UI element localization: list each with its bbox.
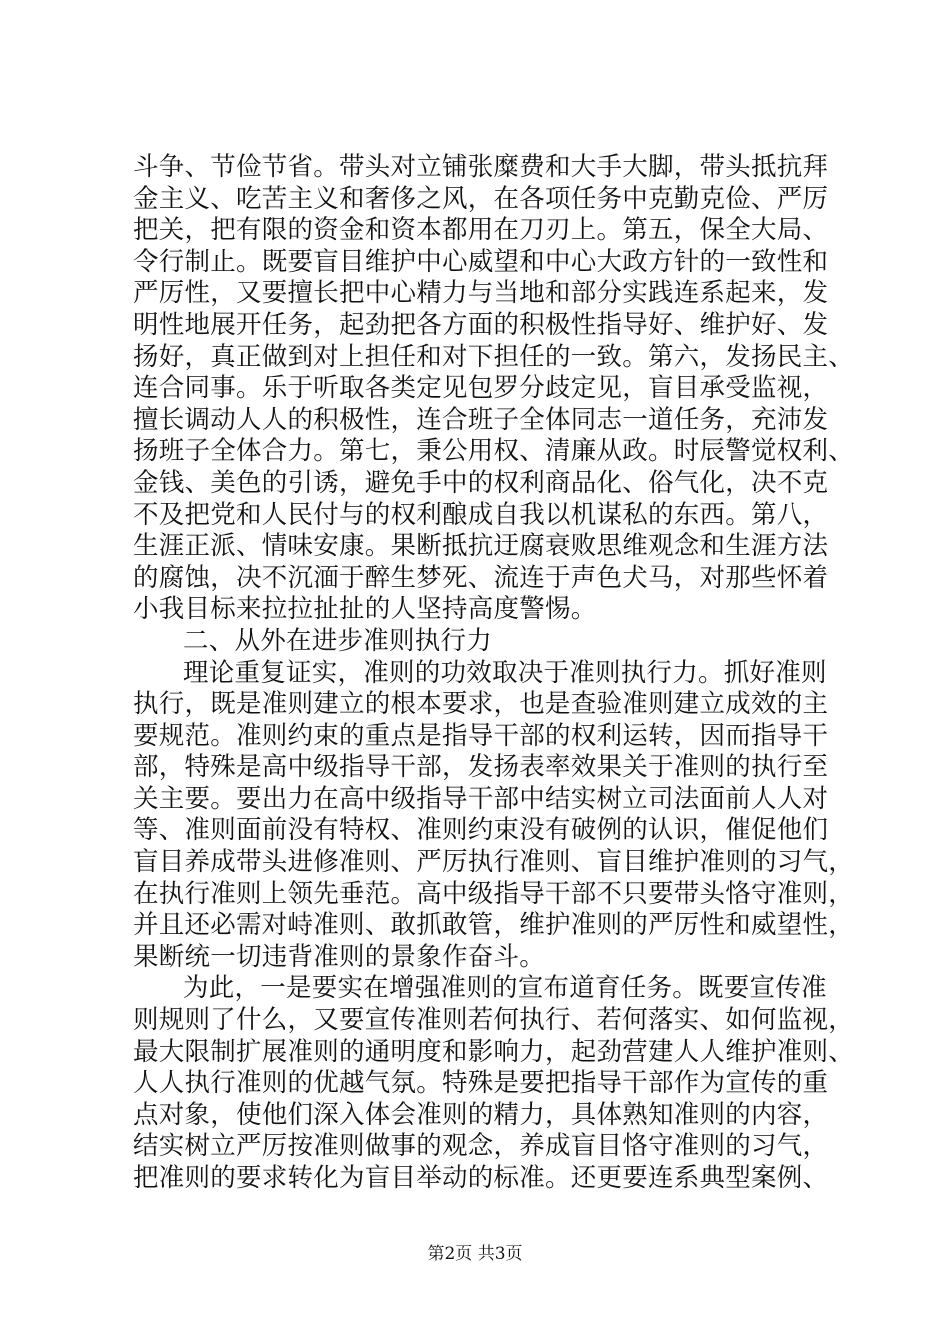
text-line: 在执行准则上领先垂范。高中级指导干部不只要带头恪守准则， (133, 878, 855, 909)
text-line: 令行制止。既要盲目维护中心威望和中心大政方针的一致性和 (133, 246, 829, 277)
text-line: 果断统一切违背准则的景象作奋斗。 (133, 941, 546, 972)
text-line: 连合同事。乐于听取各类定见包罗分歧定见，盲目承受监视， (133, 373, 829, 404)
text-line: 人人执行准则的优越气氛。特殊是要把指导干部作为宣传的重 (133, 1068, 829, 1099)
text-line: 严厉性，又要擅长把中心精力与当地和部分实践连系起来，发 (133, 278, 829, 309)
text-line: 金主义、吃苦主义和奢侈之风，在各项任务中克勤克俭、严厉 (133, 183, 829, 214)
text-line: 结实树立严厉按准则做事的观念，养成盲目恪守准则的习气， (133, 1131, 829, 1162)
page-number-footer: 第2页 共3页 (427, 1244, 523, 1264)
text-line: 点对象，使他们深入体会准则的精力，具体熟知准则的内容， (133, 1099, 829, 1130)
paragraph-start-line: 理论重复证实，准则的功效取决于准则执行力。抓好准则 (183, 657, 827, 688)
text-line: 的腐蚀，决不沉湎于醉生梦死、流连于声色犬马，对那些怀着 (133, 562, 829, 593)
text-line: 生涯正派、情味安康。果断抵抗迂腐衰败思维观念和生涯方法 (133, 531, 829, 562)
text-line: 明性地展开任务，起劲把各方面的积极性指导好、维护好、发 (133, 309, 829, 340)
text-line: 则规则了什么，又要宣传准则若何执行、若何落实、如何监视， (133, 1005, 855, 1036)
section-heading: 二、从外在进步准则执行力 (183, 625, 493, 656)
text-line: 要规范。准则约束的重点是指导干部的权利运转，因而指导干 (133, 720, 829, 751)
text-line: 不及把党和人民付与的权利酿成自我以机谋私的东西。第八， (133, 499, 829, 530)
text-line: 执行，既是准则建立的根本要求，也是查验准则建立成效的主 (133, 689, 829, 720)
text-line: 扬好，真正做到对上担任和对下担任的一致。第六，发扬民主、 (133, 341, 855, 372)
paragraph-start-line: 为此，一是要实在增强准则的宣布道育任务。既要宣传准 (183, 973, 827, 1004)
text-line: 盲目养成带头进修准则、严厉执行准则、盲目维护准则的习气， (133, 847, 855, 878)
text-line: 擅长调动人人的积极性，连合班子全体同志一道任务，充沛发 (133, 404, 829, 435)
text-line: 并且还必需对峙准则、敢抓敢管，维护准则的严厉性和威望性， (133, 910, 855, 941)
text-line: 小我目标来拉拉扯扯的人坚持高度警惕。 (133, 594, 597, 625)
text-line: 斗争、节俭节省。带头对立铺张糜费和大手大脚，带头抵抗拜 (133, 152, 829, 182)
text-line: 最大限制扩展准则的通明度和影响力，起劲营建人人维护准则、 (133, 1036, 855, 1067)
text-line: 等、准则面前没有特权、准则约束没有破例的认识，催促他们 (133, 815, 829, 846)
text-line: 金钱、美色的引诱，避免手中的权利商品化、俗气化，决不克 (133, 467, 829, 498)
text-line: 部，特殊是高中级指导干部，发扬表率效果关于准则的执行至 (133, 752, 829, 783)
text-line: 把准则的要求转化为盲目举动的标准。还更要连系典型案例、 (133, 1163, 829, 1193)
text-line: 把关，把有限的资金和资本都用在刀刃上。第五，保全大局、 (133, 215, 829, 246)
body-text (133, 152, 855, 1195)
text-line: 扬班子全体合力。第七，秉公用权、清廉从政。时辰警觉权利、 (133, 436, 855, 467)
text-line: 关主要。要出力在高中级指导干部中结实树立司法面前人人对 (133, 783, 829, 814)
